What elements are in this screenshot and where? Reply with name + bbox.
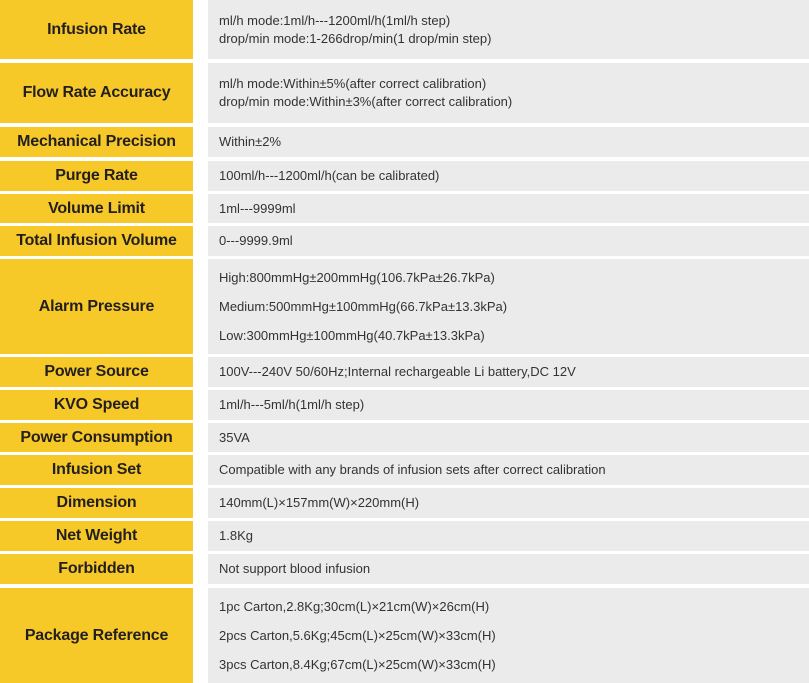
spec-value-line: 1.8Kg <box>219 528 253 543</box>
spec-value-line: drop/min mode:1-266drop/min(1 drop/min step) <box>219 30 492 46</box>
spec-value <box>208 194 809 223</box>
spec-value <box>208 554 809 584</box>
spec-row-forbidden <box>0 554 809 584</box>
spec-value-line: 1ml---9999ml <box>219 200 296 216</box>
spec-value <box>208 226 809 256</box>
spec-value-line: High:800mmHg±200mmHg(106.7kPa±26.7kPa) <box>219 269 495 285</box>
spec-row-kvo-speed <box>0 390 809 420</box>
spec-value <box>208 521 809 551</box>
spec-label: Alarm Pressure <box>0 259 193 354</box>
spec-label: Mechanical Precision <box>0 127 193 157</box>
spec-value-line: Not support blood infusion <box>219 561 371 576</box>
spec-value <box>208 390 809 420</box>
spec-row-infusion-rate <box>0 0 809 59</box>
spec-value-line: Compatible with any brands of infusion sets after correct calibration <box>219 462 606 477</box>
spec-row-net-weight <box>0 521 809 551</box>
spec-label: Dimension <box>0 488 193 518</box>
spec-row-infusion-set <box>0 455 809 485</box>
spec-label: Power Consumption <box>0 423 193 452</box>
spec-value <box>208 0 809 59</box>
spec-row-alarm-pressure <box>0 259 809 354</box>
spec-label: Infusion Set <box>0 455 193 485</box>
spec-row-flow-rate-accuracy <box>0 63 809 123</box>
spec-row-power-source <box>0 357 809 387</box>
spec-label: Volume Limit <box>0 194 193 223</box>
spec-label: KVO Speed <box>0 390 193 420</box>
spec-value-line: 2pcs Carton,5.6Kg;45cm(L)×25cm(W)×33cm(H) <box>219 627 496 643</box>
spec-value-line: Within±2% <box>219 134 282 149</box>
spec-value <box>208 63 809 123</box>
spec-value-line: 140mm(L)×157mm(W)×220mm(H) <box>219 495 420 510</box>
spec-label: Forbidden <box>0 554 193 584</box>
spec-value <box>208 259 809 354</box>
spec-label: Net Weight <box>0 521 193 551</box>
spec-value-line: ml/h mode:Within±5%(after correct calibration) <box>219 76 487 91</box>
spec-value-line: 0---9999.9ml <box>219 233 293 248</box>
spec-row-package-reference <box>0 588 809 683</box>
spec-value-line: drop/min mode:Within±3%(after correct calibration) <box>219 94 513 109</box>
spec-row-power-consumption <box>0 423 809 452</box>
spec-value <box>208 423 809 452</box>
spec-value <box>208 161 809 191</box>
spec-label: Total Infusion Volume <box>0 226 193 256</box>
spec-label: Purge Rate <box>0 161 193 191</box>
spec-value-line: Low:300mmHg±100mmHg(40.7kPa±13.3kPa) <box>219 327 485 343</box>
spec-value <box>208 127 809 157</box>
spec-value <box>208 455 809 485</box>
spec-value <box>208 357 809 387</box>
spec-row-total-infusion-volume <box>0 226 809 256</box>
spec-value-line: 1pc Carton,2.8Kg;30cm(L)×21cm(W)×26cm(H) <box>219 598 490 614</box>
spec-row-purge-rate <box>0 161 809 191</box>
spec-label: Infusion Rate <box>0 0 193 59</box>
spec-value-line: ml/h mode:1ml/h---1200ml/h(1ml/h step) <box>219 12 451 28</box>
spec-row-mechanical-precision <box>0 127 809 157</box>
spec-row-dimension <box>0 488 809 518</box>
spec-label: Flow Rate Accuracy <box>0 63 193 123</box>
spec-value-line: 100V---240V 50/60Hz;Internal rechargeable Li battery,DC 12V <box>219 364 576 379</box>
spec-row-volume-limit <box>0 194 809 223</box>
spec-value-line: Medium:500mmHg±100mmHg(66.7kPa±13.3kPa) <box>219 298 508 314</box>
spec-value <box>208 488 809 518</box>
spec-value-line: 3pcs Carton,8.4Kg;67cm(L)×25cm(W)×33cm(H) <box>219 656 496 672</box>
spec-value-line: 35VA <box>219 429 250 445</box>
spec-value-line: 1ml/h---5ml/h(1ml/h step) <box>219 397 365 412</box>
spec-value-line: 100ml/h---1200ml/h(can be calibrated) <box>219 168 440 183</box>
spec-label: Power Source <box>0 357 193 387</box>
spec-label: Package Reference <box>0 588 193 683</box>
spec-value <box>208 588 809 683</box>
